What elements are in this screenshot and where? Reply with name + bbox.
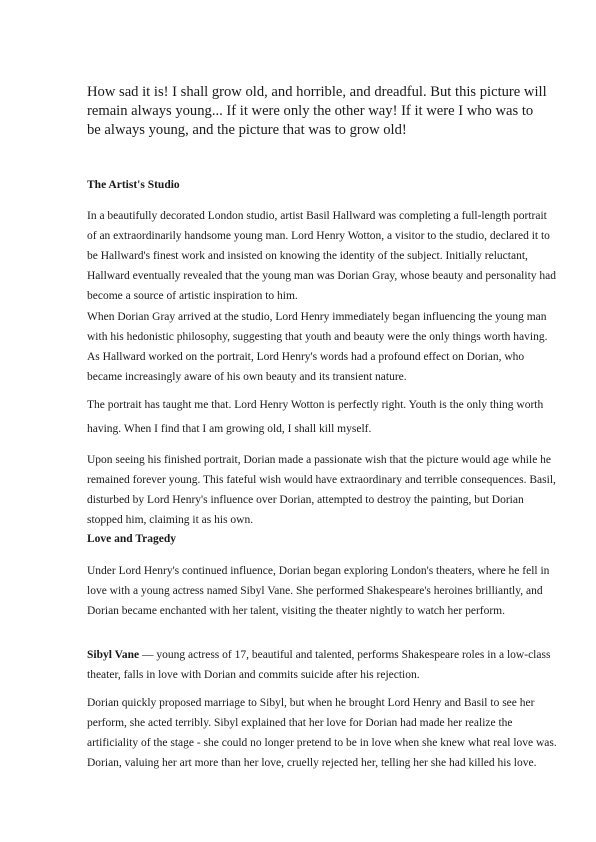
paragraph-dorian-arrives: When Dorian Gray arrived at the studio, Lord Henry immediately began influencing the young man with his hedonistic philosophy, suggesting that youth and beauty were the only things worth having. As Hallward worked on the portrait, Lord Henry's words had a profound effect on Dorian, who became increasingly aware of his own beauty and its transient nature. [87,311,548,383]
definition-text: — young actress of 17, beautiful and talented, performs Shakespeare roles in a low-class theater, falls in love with Dorian and commits suicide after his rejection. [87,649,551,681]
definition-sibyl-vane [87,645,557,685]
definition-term: Sibyl Vane [87,649,140,661]
section-heading-love-and-tragedy: Love and Tragedy [87,533,177,545]
quote-dorian: The portrait has taught me that. Lord Henry Wotton is perfectly right. Youth is the only thing worth having. When I find that I am growing old, I shall kill myself. [87,399,544,435]
epigraph: How sad it is! I shall grow old, and horrible, and dreadful. But this picture will remain always young... If it were only the other way! If it were I who was to be always young, and the picture that was to grow old! [87,84,547,138]
paragraph-rejection: Dorian quickly proposed marriage to Sibyl, but when he brought Lord Henry and Basil to see her perform, she acted terribly. Sibyl explained that her love for Dorian had made her realize the artificiality of the stage - she could no longer pretend to be in love when she knew what real love was. Dorian, valuing her art more than her love, cruelly rejected her, telling her she had killed his love. [87,697,557,769]
paragraph-sibyl-intro: Under Lord Henry's continued influence, Dorian began exploring London's theaters, where he fell in love with a young actress named Sibyl Vane. She performed Shakespeare's heroines brilliantly, and Dorian became enchanted with her talent, visiting the theater nightly to watch her perform. [87,565,550,617]
section-heading-artists-studio: The Artist's Studio [87,179,180,191]
paragraph-fateful-wish: Upon seeing his finished portrait, Dorian made a passionate wish that the picture would age while he remained forever young. This fateful wish would have extraordinary and terrible consequences. Basil, disturbed by Lord Henry's influence over Dorian, attempted to destroy the painting, but Dorian stopped him, claiming it as his own. [87,454,556,526]
paragraph-studio-intro: In a beautifully decorated London studio, artist Basil Hallward was completing a full-length portrait of an extraordinarily handsome young man. Lord Henry Wotton, a visitor to the studio, declared it to be Hallward's finest work and insisted on knowing the identity of the subject. Initially reluctant, Hallward eventually revealed that the young man was Dorian Gray, whose beauty and personality had become a source of artistic inspiration to him. [87,210,557,302]
